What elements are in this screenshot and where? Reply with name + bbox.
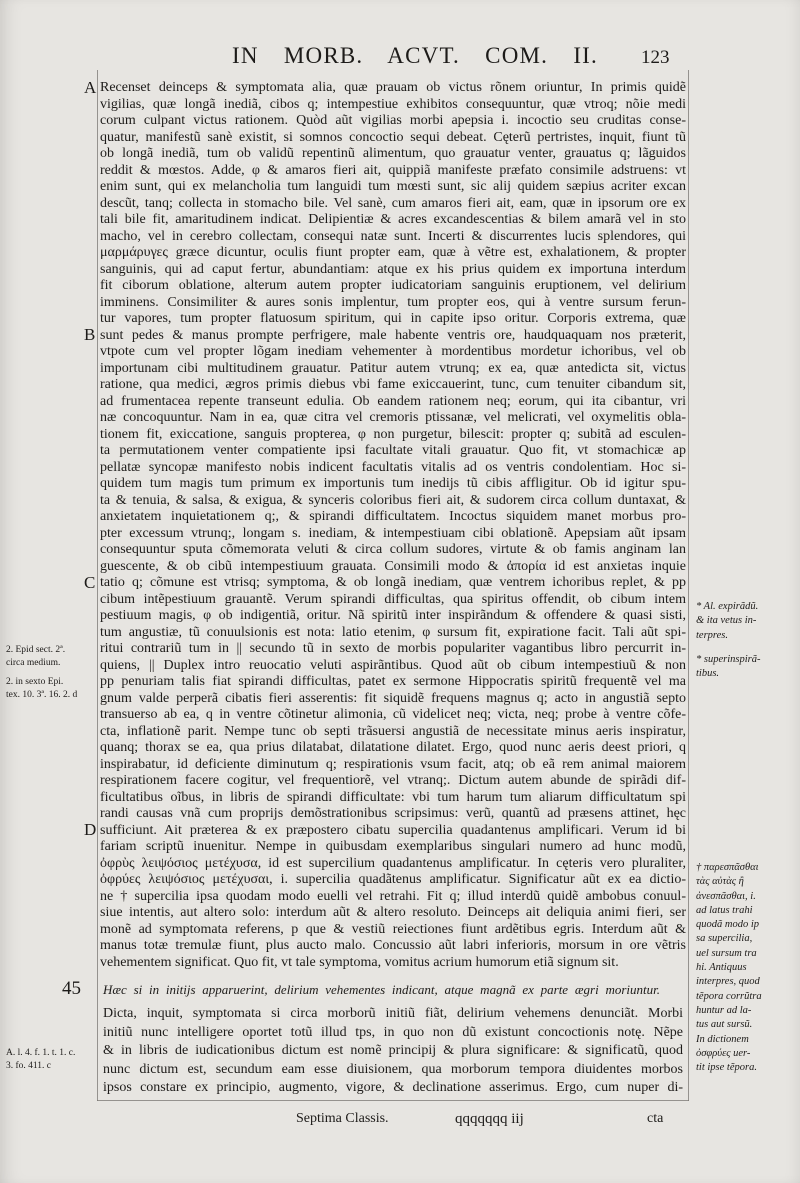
text-line: macho, vel in cerebro collectam, consequi natæ sunt. Incerti & discurrentes lucis splendores, qui <box>100 228 686 244</box>
margin-note-right <box>696 861 762 1075</box>
section-marker-a: A <box>84 77 97 97</box>
margin-note-line: uel sursum tra <box>696 947 757 959</box>
text-line: inspirabatur, id deficiente diminutum q; respirationis vsum facit, atq; ob eã rem animal maiorem <box>100 756 686 772</box>
text-line: ὀφρύες λειψόσιος μετέχυσαι, i. supercilia quadãtenus amplificatur. Significatur aũt ex ea dictio- <box>100 872 686 887</box>
text-line: tionem fit, exiccatione, sanguis propterea, φ non purgetur, bilescit: propter q; subitã ad esculen- <box>100 426 686 442</box>
text-line: initiũ nunc intelligere oportet totũ illud tps, in quo non dũ existunt concoctionis notę. Nẽpe <box>103 1024 683 1040</box>
signature-title: Septima Classis. <box>296 1111 389 1126</box>
text-line: & in libris de iudicationibus dictum est nomẽ principij & plura significare: & significatũ, quod <box>103 1043 683 1059</box>
text-line: pp penuriam talis fiat spirandi difficultas, patet ex sermone Hippocratis spiritũ frequentẽ vel ma <box>100 674 686 689</box>
margin-note-left <box>6 1047 75 1072</box>
margin-note-right <box>696 653 760 682</box>
text-line: tatio q; cõmune est vtrisq; symptoma, & ob longã inediam, quæ ventrem ichoribus replet, & pp <box>100 575 686 590</box>
text-line: pellatæ syncopæ manifesto nobis indicent facultatis vitalis ad os ventris condolentiam. Hoc si- <box>100 459 686 475</box>
text-line: tali bile fit, amaritudinem indicat. Delipientiæ & acres excandescentias & bilem amarã vel in sto <box>100 212 686 227</box>
margin-note-left <box>6 644 65 669</box>
catchword: cta <box>647 1111 664 1126</box>
margin-note-line: ὀσφρύες uer- <box>696 1047 751 1059</box>
margin-note-line: A. l. 4. f. 1. t. 1. c. <box>6 1048 76 1058</box>
margin-note-line: terpres. <box>696 629 728 641</box>
text-line: ficultatibus oĩbus, in libris de spirandi difficultate: vbi tum harum tum aliarum difficultatum spi <box>100 789 686 805</box>
margin-note-line: ad latus trahi <box>696 904 753 916</box>
text-line: sufficiunt. Ait præterea & ex præpostero cibatu supercilia quadantenus amplificari. Verum id bi <box>100 822 686 838</box>
margin-note-line: * Al. expirãdũ. <box>696 601 759 612</box>
text-line: quanq; thorax se ea, qua prius dilatabat, dilatatione dilatet. Ergo, quod nunc aeris deest priori, q <box>100 740 686 755</box>
margin-note-line: huntur ad la- <box>696 1004 752 1016</box>
text-line: Dicta, inquit, symptomata si circa morborũ initiũ fiãt, delirium vehemens denunciãt. Morbi <box>103 1006 683 1021</box>
margin-note-line: In dictionem <box>696 1033 749 1045</box>
text-line: tum angustiæ, tũ conuulsionis est nota: latio etenim, φ sursum fit, expiratione facit. Tali aũt spi- <box>100 624 686 640</box>
text-line: pestiuum magis, φ ob indigentiã, oritur. Nã spiritũ inter inspirãndum & offendere & quasi sisti, <box>100 608 686 623</box>
text-line: ratione, qua medici, ægros primis diebus vbi fame exiccauerint, tunc, cum tenuiter cibandum sit, <box>100 377 686 392</box>
margin-note-line: 3. fo. 411. c <box>6 1060 52 1071</box>
signature-mark: qqqqqqq iij <box>455 1111 524 1127</box>
text-line: importunam cibi multitudinem grauatur. Patitur autem vtrunq; ex ea, quæ antedicta sit, victus <box>100 360 686 376</box>
margin-note-line: interpres, quod <box>696 976 760 988</box>
text-line: Recenset deinceps & symptomata alia, quæ prauam ob victus rõnem oriuntur, In primis quidẽ <box>100 80 686 95</box>
text-line: cta, inflationẽ parit. Nempe tunc ob septi trãsuersi angustiã de necessitate minus aeris inspiratur, <box>100 723 686 739</box>
text-line: fariam scriptũ inuenitur. Nempe in quibusdam exemplaribus singulari numero ad hunc modũ, <box>100 839 686 854</box>
frame-rule-bottom <box>97 1100 689 1101</box>
text-line: quidem tum magis tum primum ex importunis tum inedijs tũ cibis affligitur. Ob id igitur spu- <box>100 476 686 491</box>
text-line: ne † supercilia ipsa quodam modo euelli vel retrahi. Fit q; illud interdũ quidẽ ambobus conuul- <box>100 888 686 904</box>
margin-note-line: circa medium. <box>6 657 61 668</box>
text-line: ad frumentacea repente transeunt edulia. Ob eandem rationem neq; eorum, qui ita cibantur, vri <box>100 393 686 409</box>
text-line: μαρμάρυγες græce dicuntur, oculis fiunt propter eam, quæ à vẽtre est, exhalationem, & propter <box>100 245 686 260</box>
margin-note-line: ἀνεσπᾶσθαι, i. <box>696 890 756 902</box>
margin-note-line: & ita vetus in- <box>696 615 757 627</box>
text-line: ta permutationem venter compatiente ipsi facultate vitali grauatur. Quo fit, vt stomachicæ ap <box>100 443 686 458</box>
frame-rule-left <box>97 70 98 1101</box>
text-line: vtpote cum vel propter lõgam inediam vehementer à mordentibus mordetur ichoribus, vel ob <box>100 344 686 359</box>
text-line: vigilias, quæ longã inediã, cibos q; intempestiue exhibitos consequuntur, quæ vtroq; nõie medi <box>100 96 686 112</box>
text-line: vehementem significat. Quo fit, vt tale symptoma, vomitus acrium humorum etiã signum sit. <box>100 954 619 970</box>
text-line: pter excessum vtrunq;, longam s. inediam, & intempestiuam cibi oblationẽ. Apepsiam aũt ipsam <box>100 525 686 541</box>
text-line: consequuntur sputa cõmemorata veluti & circa collum sudores, virtute & ob famis anginam lan <box>100 542 686 557</box>
margin-note-line: tit ipse tẽpora. <box>696 1062 757 1074</box>
margin-note-line: quodã modo ip <box>696 919 759 931</box>
text-line: respirationem facere cogitur, vel frequentiorẽ, vel vtranq;. Dictum autem abunde de spirãdi dif- <box>100 773 686 788</box>
text-line: sunt pedes & manus prompte perfrigere, male habente ventris ore, haudquaquam nos præterit, <box>100 327 686 343</box>
margin-note-line: tus aut sursũ. <box>696 1019 753 1031</box>
text-line: imminens. Consimiliter & aures sonis implentur, tum propter eos, qui à ventre sursum ferun- <box>100 294 686 310</box>
text-line: ritui contrariũ tum in || secundo tũ in sexto de morbis populariter vagantibus libro percurrit in- <box>100 641 686 656</box>
aphorism-number: 45 <box>62 978 81 999</box>
running-title: IN MORB. ACVT. COM. II. <box>232 43 598 68</box>
section-marker-b: B <box>84 325 96 344</box>
text-line: manus totæ tremulæ fiunt, plus aucto malo. Concussio aũt labri inferioris, morsum in ore vẽtris <box>100 938 686 953</box>
text-line: siue intentis, aut altero solo: interdum aũt & altero resoluto. Deinceps ait deliquia animi fieri, ser <box>100 905 686 920</box>
text-line: fit ciborum oblatione, alterum autem propter iudicatoriam sanguinis eruptionem, vel delirium <box>100 278 686 293</box>
text-line: cibum intẽpestiuum grauantẽ. Verum spirandi difficultas, qua spiritus offendit, ob cibum intem <box>100 591 686 607</box>
text-line: monẽ ad symptomata referens, p que & vestiũ reiectiones fiunt ardẽtibus egris. Interdum aũt & <box>100 921 686 937</box>
text-line: transuerso ab ea, q in ventre cõtinetur alimonia, cũ videlicet neq; victa, neq; probe à ventre cõfe- <box>100 707 686 722</box>
margin-note-line: tẽpora corrũtra <box>696 990 762 1002</box>
margin-note-line: * superinspirã- <box>696 654 761 665</box>
text-line: quiens, || Duplex intro reuocatio veluti aspirãntibus. Quod aũt ob cibum intempestiuũ & non <box>100 657 686 673</box>
frame-rule-right <box>688 70 689 1101</box>
margin-note-line: τὰς αὐτὰς ἢ <box>696 876 744 888</box>
margin-note-left <box>6 676 77 701</box>
section-marker-c: C <box>84 572 96 592</box>
margin-note-right <box>696 600 758 643</box>
margin-note-line: 2. in sexto Epi. <box>6 677 64 687</box>
text-line: quatur, manifestũ sanè existit, si somnos concoctio sequi debeat. Cęterũ pertristes, inquit, fiunt tũ <box>100 129 686 145</box>
text-line: ta & tenuia, & salsa, & exigua, & synceris coloribus fieri ait, & sudorem circa collum duntaxat, & <box>100 492 686 508</box>
text-line: ob longã inediã, tum ob validũ repentinũ alimentum, quo grauatur venter, grauatus q; lãguidos <box>100 146 686 161</box>
text-line: nunc dictum est, secundum eam esse diuisionem, qua morborum tempora diuidentes morbos <box>103 1061 683 1077</box>
margin-note-line: † παρεσπᾶσθαι <box>696 862 759 873</box>
aphorism-text: Hæc si in initijs apparuerint, delirium vehementes indicant, atque magnã ex parte ægri moriuntur. <box>103 982 660 997</box>
text-line: descũt, tanq; collecta in stomacho bile. Vel sanè, cum amaros fieri ait, eam, quæ in ipsorum ore ex <box>100 195 686 211</box>
margin-note-line: hi. Antiquus <box>696 962 747 974</box>
margin-note-line: sa supercilia, <box>696 933 753 945</box>
text-line: enim sunt, qui ex melancholia tum languidi tum mœsti sunt, sic alij quidem sæpius acriter excan <box>100 179 686 194</box>
margin-note-line: tibus. <box>696 668 720 680</box>
text-line: ὀφρὺς λειψόσιος μετέχυσα, id est supercilium quadantenus amplificatur. In cęteris vero pluraliter, <box>100 855 686 871</box>
text-line: reddit & mœstos. Adde, φ & amaros fieri ait, quippiã manifeste præfato consimile adstruens: vt <box>100 162 686 178</box>
margin-note-line: 2. Epid sect. 2ª. <box>6 645 66 655</box>
page-number: 123 <box>641 47 670 68</box>
margin-note-line: tex. 10. 3ª. 16. 2. d <box>6 689 78 700</box>
text-line: randi causas vnã cum proprijs demõstrationibus scripsimus: verũ, quantũ ad præsens attinet, hęc <box>100 806 686 821</box>
text-line: næ concoquuntur. Nam in ea, quæ citra vel cremoris ptissanæ, vel melicrati, vel oxymelitis obla- <box>100 410 686 425</box>
text-line: sanguinis, qui ad caput fertur, abundantiam: atque ex his prius quidem ex importuna interdum <box>100 261 686 277</box>
text-line: tur vapores, tum propter flatuosum spiritum, qui in capite ipso oritur. Corporis extrema, quæ <box>100 311 686 326</box>
text-line: anxietatem inquietationem q;, & spirandi difficultatem. Incoctus siquidem manet morbus pro- <box>100 509 686 524</box>
section-marker-d: D <box>84 820 97 839</box>
text-line: guescente, & ob cibũ intempestiuum grauata. Consimili modo & ἀπορία id est anxietas inquie <box>100 558 686 574</box>
text-line: corum culpant victus rationem. Quòd aũt vigilias morbi apepsia i. incoctio seu cruditas conse- <box>100 113 686 128</box>
text-line: gnum valde perperã cibatis fieri asserentis: fit siquidẽ frequens magnus q; acto in angustiã septo <box>100 690 686 706</box>
text-line: ipsos constare ex principio, augmento, vigore, & declinatione asserimus. Ergo, cum nuper di- <box>103 1080 683 1096</box>
